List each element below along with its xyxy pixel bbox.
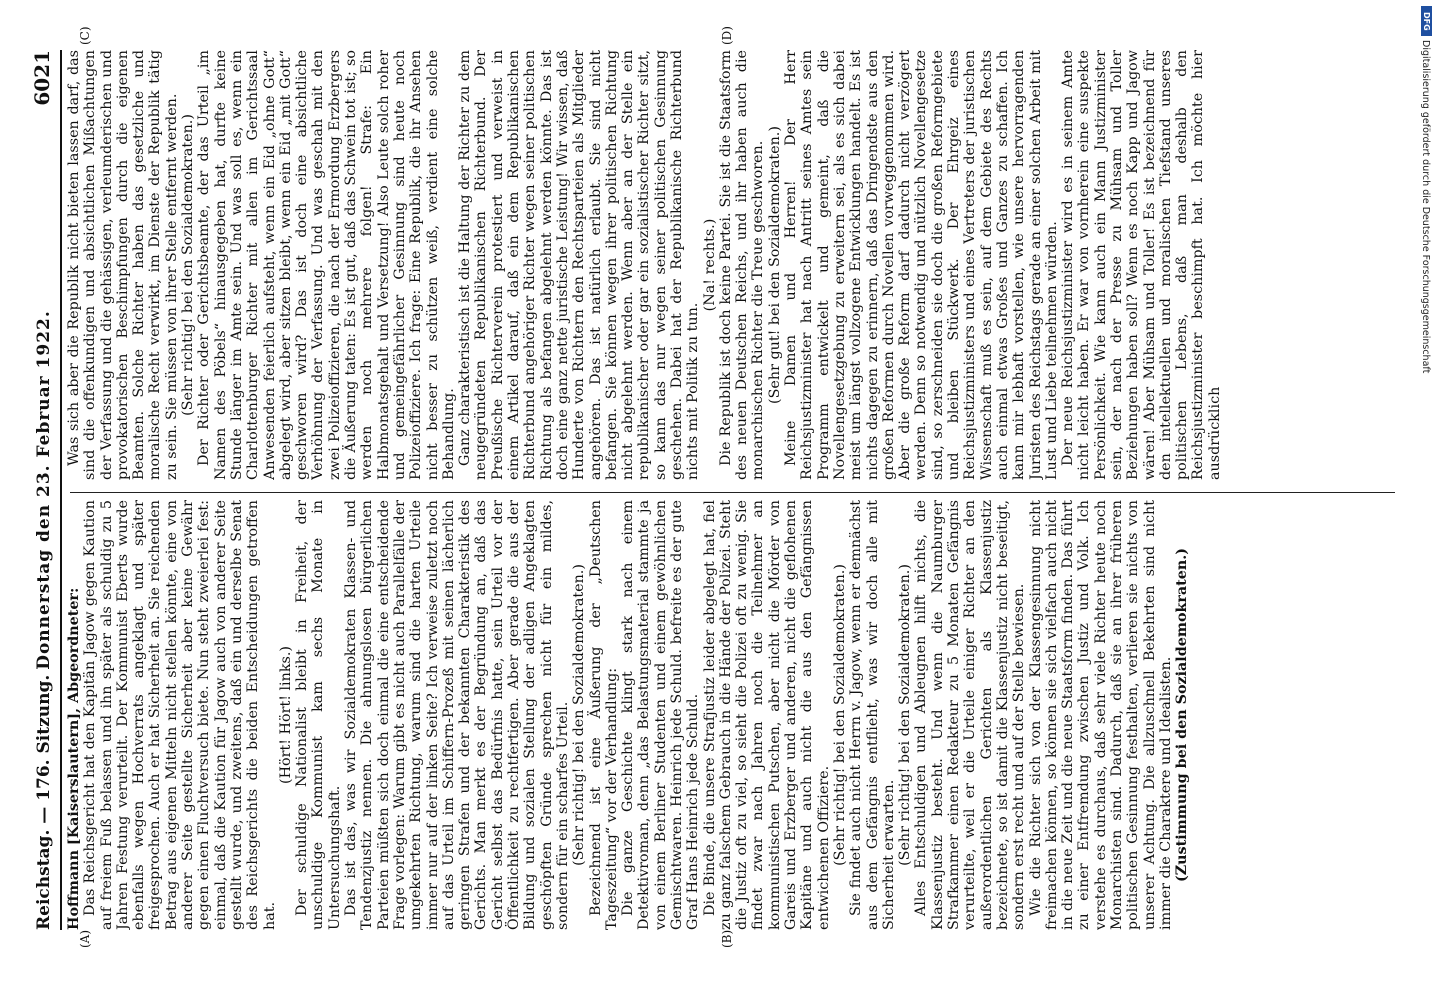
header-left: Reichstag. — 176. Sitzung. bbox=[34, 674, 54, 930]
right-column bbox=[66, 50, 1396, 480]
speaker-line: Hoffmann [Kaiserslautern], Abgeordneter: bbox=[66, 587, 82, 930]
paragraph: Bezeichnend ist eine Äußerung der „Deutschen Tageszeitung“ vor der Verhandlung: bbox=[587, 500, 620, 930]
paragraph: Das ist das, was wir Sozialdemokraten Klassen- und Tendenzjustiz nennen. Die ahnungslosen bürgerlichen Parteien müßten sich doch einmal die eine entscheidende Frage vorlegen: Warum gibt es nicht auch Parallelfälle der umgekehrten Richtung, warum sind die harten Urteile immer nur auf der linken Seite? Ich verweise zuletzt noch auf das Urteil im Schiffern-Prozeß mit seinen lächerlich geringen Strafen und der bekannten Charakteristik des Gerichts. Man merkt es der Begründung an, daß das Gericht selbst das Bedürfnis hatte, sein Urteil vor der Öffentlichkeit zu rechtfertigen. Aber gerade die aus der Bildung und sozialen Stellung der adligen Angeklagten geschöpften Gründe sprechen nicht für ein mildes, sondern für ein scharfes Urteil. bbox=[343, 500, 571, 930]
paragraph: Die ganze Geschichte klingt stark nach einem Detektivroman, denn „das Belastungsmaterial stammte ja von einem Berliner Studenten und einem gewöhnlichen Gemischtwaren. Heinrich jede Schuld. befreite es der gute Graf Hans Heinrich jede Schuld. bbox=[620, 500, 702, 930]
funding-note: Digitalisierung gefördert durch die Deutsche Forschungsgemeinschaft bbox=[1420, 40, 1431, 374]
paragraph: Wie die Richter sich von der Klassengesinnung nicht freimachen können, so können sie sich vielfach auch nicht in die neue Zeit und die neue Staatsform finden. Das führt zu einer Entfremdung zwischen Justiz und Volk. Ich verstehe es durchaus, daß sehr viele Richter heute noch Monarchisten sind. Dadurch, daß sie an ihrer früheren politischen Gesinnung festhalten, verlieren sie nichts von unserer Achtung. Die allzuschnell Bekehrten sind nicht immer die Charaktere und Idealisten. bbox=[1027, 500, 1174, 930]
header-rule bbox=[60, 50, 62, 930]
paragraph: Das Reichsgericht hat den Kapitän Jagow gegen Kaution auf freiem Fuß belassen und ihn später als schuldig zu 5 Jahren Festung verurteilt. Der Kommunist Eberts wurde ebenfalls wegen Hochverrats angeklagt und später freigesprochen. Auch er hat Sicherheit an. Sie reichenden Betrag aus eigenen Mitteln nicht stellen könnte, eine von anderer Seite gestellte Sicherheit aber keine Gewähr gegen einen Fluchtversuch biete. Nun steht zweierlei fest: einmal, daß die Kaution für Jagow auch von anderer Seite gestellt wurde, und zweitens, daß ein und derselbe Senat des Reichsgerichts die beiden Entscheidungen getroffen hat. bbox=[82, 500, 278, 930]
page-header bbox=[30, 50, 58, 930]
paragraph: Alles Entschuldigen und Ableugnen hilft nichts, die Klassenjustiz besteht. Und wenn die Naumburger Strafkammer einen Redakteur zu 5 Monaten Gefängnis verurteilte, weil er die Urteile einiger Richter an den außerordentlichen Gerichten als Klassenjustiz bezeichnete, so ist damit die Klassenjustiz nicht beseitigt, sondern erst recht und auf der Stelle bewiesen. bbox=[913, 500, 1028, 930]
left-column bbox=[66, 500, 1396, 930]
paragraph: Der Richter oder Gerichtsbeamte, der das Urteil „im Namen des Pöbels“ hinausgegeben hat, durfte keine Stunde länger im Amte sein. Und was soll es, wenn ein Charlottenburger Richter mit allen im Gerichtssaal Anwesenden feierlich aufsteht, wenn ein Eid „ohne Gott“ abgelegt wird, aber sitzen bleibt, wenn ein Eid „mit Gott“ geschworen wird? Das ist doch eine absichtliche Verhöhnung der Verfassung. Und was geschah mit den zwei Polizeioffizieren, die nach der Ermordung Erzbergers die Äußerung taten: Es ist gut, daß das Schwein tot ist; so werden noch mehrere folgen! Strafe: Ein Halbmonatsgehalt und Versetzung! Also Leute solch roher und gemeingefährlicher Gesinnung sind heute noch Polizeioffiziere. Ich frage: Eine Republik, die ihr Ansehen nicht besser zu schützen weiß, verdient eine solche Behandlung. bbox=[196, 50, 457, 480]
paragraph: Der schuldige Nationalist bleibt in Freiheit, der unschuldige Kommunist kam sechs Monate in Untersuchungshaft. bbox=[294, 500, 343, 930]
digitization-sidebar bbox=[1420, 0, 1434, 1000]
interjection: (Na! rechts.) bbox=[701, 218, 718, 312]
interjection: (Zustimmung bei den Sozialdemokraten.) bbox=[1174, 547, 1191, 883]
paragraph: Sie findet auch nicht Herrn v. Jagow, wenn er demnächst aus dem Gefängnis entflieht, was wir doch alle mit Sicherheit erwarten. bbox=[848, 500, 897, 930]
paragraph: Ganz charakteristisch ist die Haltung der Richter zu dem neugegründeten Republikanischen Richterbund. Der Preußische Richterverein protestiert und verweist in einem Artikel darauf, daß ein dem Republikanischen Richterbund angehöriger Richter wegen seiner politischen Richtung als befangen abgelehnt werden könnte. Das ist doch eine ganz nette juristische Leistung! Wir wissen, daß Hunderte von Richtern den Rechtsparteien als Mitglieder angehören. Das ist natürlich erlaubt. Sie sind nicht befangen. Sie können wegen ihrer politischen Richtung nicht abgelehnt werden. Wenn aber an der Stelle ein republikanischer oder gar ein sozialistischer Richter sitzt, so kann das nur wegen seiner politischen Gesinnung geschehen. Dabei hat der Republikanische Richterbund nichts mit Politik zu tun. bbox=[457, 50, 702, 480]
interjection: (Sehr richtig! bei den Sozialdemokraten.) bbox=[831, 564, 848, 866]
page-number: 6021 bbox=[30, 50, 54, 106]
header-date: Donnerstag den 23. Februar 1922. bbox=[34, 310, 54, 670]
column-separator bbox=[70, 492, 1395, 493]
margin-marker-c: (C) bbox=[78, 26, 92, 45]
margin-marker-a: (A) bbox=[78, 929, 92, 948]
interjection: (Hört! Hört! links.) bbox=[277, 646, 294, 784]
interjection: (Sehr richtig! bei den Sozialdemokraten.) bbox=[897, 564, 914, 866]
paragraph: Die Republik ist doch keine Partei. Sie ist die Staatsform des neuen Deutschen Reichs, und ihr haben auch die monarchischen Richter die Treue geschworen. bbox=[717, 50, 767, 480]
paragraph: Meine Damen und Herren! Der Herr Reichsjustizminister hat nach Antritt seines Amtes sein Programm entwickelt und gemeint, daß die Novellengesetzgebung zu erweitern sei, als es sich dabei meist um längst vollzogene Entwicklungen handelt. Es ist nichts dagegen zu erinnern, daß das Dringendste aus den großen Reformen durch Novellen vorweggenommen wird. Aber die große Reform darf dadurch nicht verzögert werden. Denn so notwendig und nützlich Novellengesetze sind, so zerschneiden sie doch die großen Reformgebiete und bleiben Stückwerk. Der Ehrgeiz eines Reichsjustizministers und eines Vertreters der juristischen Wissenschaft muß es sein, auf dem Gebiete des Rechts auch einmal etwas Großes und Ganzes zu schaffen. Ich kann mir lebhaft vorstellen, wie unsere hervorragenden Juristen des Reichstags gerade an einer solchen Arbeit mit Lust und Liebe teilnehmen würden. bbox=[783, 50, 1060, 480]
paragraph: Was sich aber die Republik nicht bieten lassen darf, das sind die offenkundigen und absichtlichen Mißachtungen der Verfassung und die gehässigen, verleumderischen und provokatorischen Beschimpfungen durch die eigenen Beamten. Solche Richter haben das gesetzliche und moralische Recht verwirkt, im Dienste der Republik tätig zu sein. Sie müssen von ihrer Stelle entfernt werden. bbox=[66, 50, 180, 480]
dfg-logo-icon: DFG bbox=[1421, 6, 1432, 36]
paragraph: Der neue Reichsjustizminister wird es in seinem Amte nicht leicht haben. Er war von vornherein eine suspekte Persönlichkeit. Wie kann auch ein Mann Justizminister sein, der nach der Presse zu Mühsam und Toller Beziehungen haben soll? Wenn es noch Kapp und Jagow wären! Aber Mühsam und Toller! Es ist bezeichnend für den intellektuellen und moralischen Tiefstand unseres politischen Lebens, daß man deshalb den Reichsjustizminister beschimpft hat. Ich möchte hier ausdrücklich bbox=[1060, 50, 1223, 480]
margin-marker-b: (B) bbox=[720, 929, 734, 948]
interjection: (Sehr richtig! bei den Sozialdemokraten.) bbox=[571, 564, 588, 866]
interjection: (Sehr gut! bei den Sozialdemokraten.) bbox=[766, 126, 783, 404]
paragraph: Die Binde, die unsere Strafjustiz leider abgelegt hat, fiel zu ganz falschem Gebrauch in die Hände der Polizei. Steht die Justiz oft zu viel, so sieht die Polizei oft zu wenig. Sie findet zwar nach Jahren noch die Teilnehmer an kommunistischen Putschen, aber nicht die Mörder von Gareis und Erzberger und anderen, nicht die geflohenen Kapitäne und auch nicht die aus den Gefängnissen entwichenen Offiziere. bbox=[701, 500, 832, 930]
interjection: (Sehr richtig! bei den Sozialdemokraten.) bbox=[180, 114, 197, 416]
margin-marker-d: (D) bbox=[720, 26, 734, 45]
